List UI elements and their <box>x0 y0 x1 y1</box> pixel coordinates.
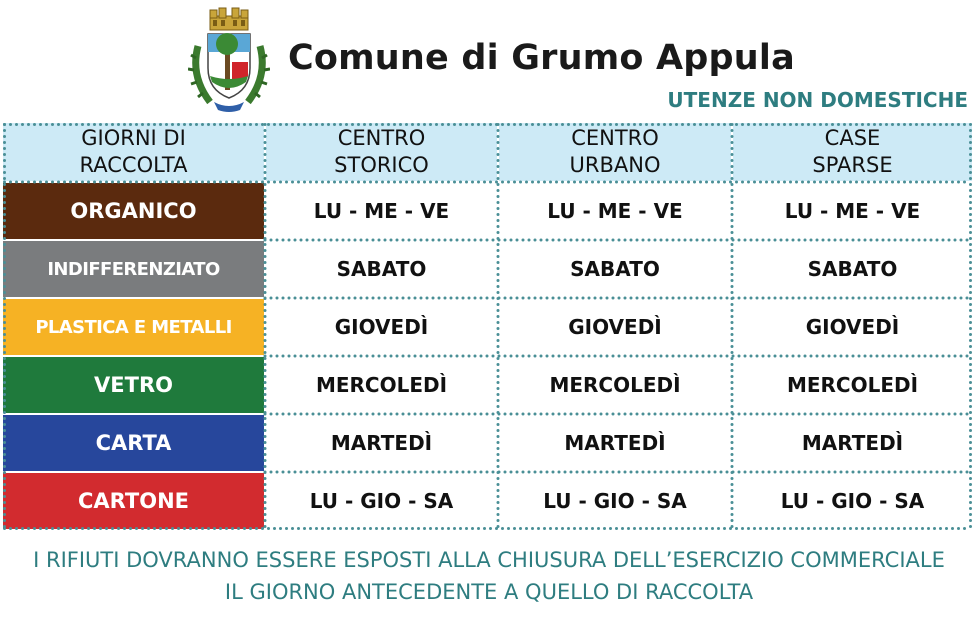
category-organico: ORGANICO <box>3 183 264 239</box>
collection-schedule-table <box>3 123 972 530</box>
page-title: Comune di Grumo Appula <box>288 38 795 78</box>
table-cell: GIOVEDÌ <box>499 299 731 355</box>
table-cell: LU - GIO - SA <box>266 473 497 529</box>
table-cell: MERCOLEDÌ <box>266 357 497 413</box>
table-cell: SABATO <box>266 241 497 297</box>
table-cell: MARTEDÌ <box>733 415 972 471</box>
table-cell: LU - ME - VE <box>266 183 497 239</box>
table-cell: LU - GIO - SA <box>499 473 731 529</box>
table-cell: MARTEDÌ <box>266 415 497 471</box>
category-plastica-e-metalli: PLASTICA E METALLI <box>3 299 264 355</box>
footer-note-line2: IL GIORNO ANTECEDENTE A QUELLO DI RACCOLTA <box>224 580 754 604</box>
category-cartone: CARTONE <box>3 473 264 529</box>
table-cell: MERCOLEDÌ <box>733 357 972 413</box>
page-subtitle: UTENZE NON DOMESTICHE <box>667 88 968 112</box>
table-cell: LU - ME - VE <box>733 183 972 239</box>
header-centro-storico: CENTRO STORICO <box>266 123 497 181</box>
table-dotted-grid <box>3 123 972 530</box>
table-cell: SABATO <box>499 241 731 297</box>
table-cell: MERCOLEDÌ <box>499 357 731 413</box>
coat-of-arms-icon <box>188 6 270 116</box>
category-carta: CARTA <box>3 415 264 471</box>
header-collection-days: GIORNI DI RACCOLTA <box>3 123 264 181</box>
table-cell: GIOVEDÌ <box>733 299 972 355</box>
table-cell: GIOVEDÌ <box>266 299 497 355</box>
table-cell: MARTEDÌ <box>499 415 731 471</box>
category-vetro: VETRO <box>3 357 264 413</box>
table-cell: LU - GIO - SA <box>733 473 972 529</box>
header-case-sparse: CASE SPARSE <box>733 123 972 181</box>
table-cell: SABATO <box>733 241 972 297</box>
category-indifferenziato: INDIFFERENZIATO <box>3 241 264 297</box>
crown-icon <box>210 8 248 30</box>
footer-note-line1: I RIFIUTI DOVRANNO ESSERE ESPOSTI ALLA CHIUSURA DELL’ESERCIZIO COMMERCIALE <box>33 548 945 572</box>
table-cell: LU - ME - VE <box>499 183 731 239</box>
header-centro-urbano: CENTRO URBANO <box>499 123 731 181</box>
